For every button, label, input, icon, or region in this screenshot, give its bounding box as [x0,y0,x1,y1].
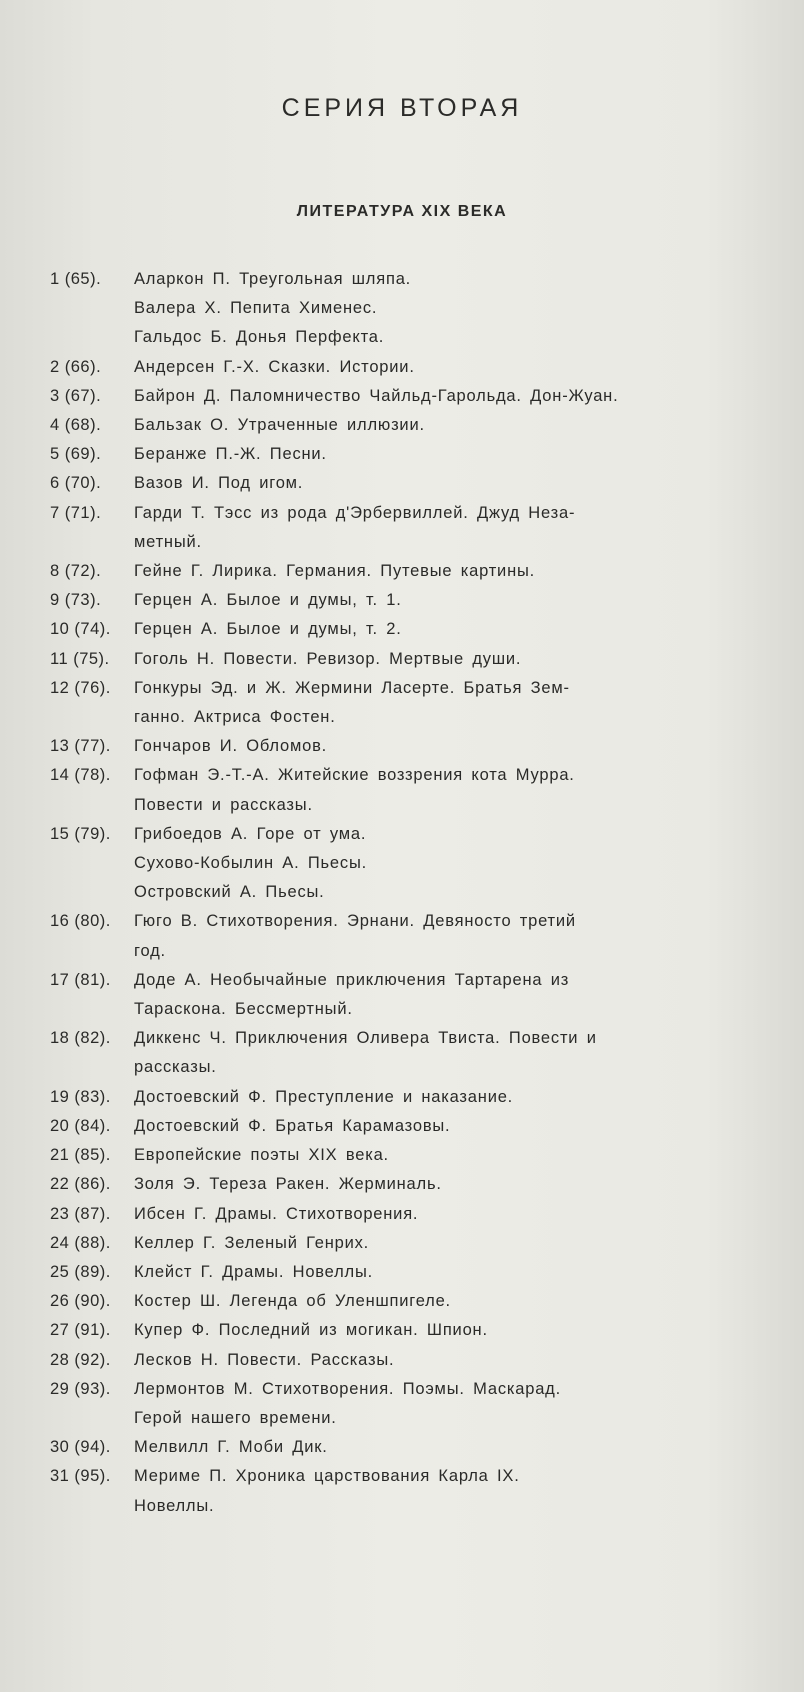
entry-line: Лермонтов М. Стихотворения. Поэмы. Маскарад. [134,1379,561,1398]
entry-number: 6 (70). [50,474,102,493]
entry-number: 12 (76). [50,678,111,697]
entry-line: рассказы. [134,1058,217,1077]
entry-text [134,440,730,469]
catalog-entry [50,499,730,557]
entry-text [134,1316,730,1345]
entry-line: Островский А. Пьесы. [134,883,325,902]
entry-line: Гальдос Б. Донья Перфекта. [134,328,385,347]
entry-number: 8 (72). [50,562,102,581]
entry-line: Бальзак О. Утраченные иллюзии. [134,416,425,435]
entry-number: 20 (84). [50,1116,111,1135]
entry-line: Келлер Г. Зеленый Генрих. [134,1233,370,1252]
entry-line: Байрон Д. Паломничество Чайльд-Гарольда. Дон-Жуан. [134,386,619,405]
section-title: ЛИТЕРАТУРА XIX ВЕКА [296,203,508,220]
entry-line: Гарди Т. Тэсс из рода д'Эрбервиллей. Джуд Неза- [134,503,576,522]
entry-line: Беранже П.-Ж. Песни. [134,445,327,464]
entry-line: Ибсен Г. Драмы. Стихотворения. [134,1204,419,1223]
entry-text [134,761,730,819]
entry-text [134,645,730,674]
catalog-entry [50,1287,730,1316]
entry-text [134,1258,730,1287]
catalog-entry [50,1024,730,1082]
entry-number: 4 (68). [50,416,102,435]
entry-number: 7 (71). [50,503,102,522]
entry-number: 1 (65). [50,270,102,288]
entry-text [134,1170,730,1199]
catalog-entry [50,440,730,469]
catalog-entry [50,353,730,382]
entry-text [134,557,730,586]
entry-text [134,966,730,1024]
catalog-entry [50,1258,730,1287]
entry-number: 31 (95). [50,1467,111,1486]
entry-text [134,586,730,615]
entry-number: 11 (75). [50,649,110,668]
entry-text [134,353,730,382]
entry-line: Тараскона. Бессмертный. [134,1000,353,1019]
entry-line: Диккенс Ч. Приключения Оливера Твиста. Повести и [134,1029,597,1048]
catalog-entry [50,1433,730,1462]
entry-line: Золя Э. Тереза Ракен. Жерминаль. [134,1175,442,1194]
entry-line: Достоевский Ф. Братья Карамазовы. [134,1116,451,1135]
entry-text [134,411,730,440]
entry-text [134,1462,730,1520]
entry-text [134,265,730,353]
entry-line: Костер Ш. Легенда об Уленшпигеле. [134,1292,451,1311]
entry-line: Мериме П. Хроника царствования Карла IX. [134,1467,520,1486]
entry-line: Доде А. Необычайные приключения Тартарена из [134,970,570,989]
catalog-entry [50,1316,730,1345]
entry-text [134,1229,730,1258]
entry-number: 3 (67). [50,386,102,405]
entry-number: 5 (69). [50,445,102,464]
series-title: СЕРИЯ ВТОРАЯ [281,94,523,122]
entry-text [134,1083,730,1112]
entry-number: 21 (85). [50,1146,111,1165]
catalog-entry [50,761,730,819]
entry-number: 9 (73). [50,591,102,610]
entry-line: Гончаров И. Обломов. [134,737,328,756]
entry-text [134,1287,730,1316]
entry-number: 15 (79). [50,824,111,843]
entry-number: 10 (74). [50,620,111,639]
entry-line: Валера Х. Пепита Хименес. [134,299,378,318]
entry-text [134,1024,730,1082]
entry-number: 28 (92). [50,1350,111,1369]
entry-line: Герцен А. Былое и думы, т. 2. [134,620,402,639]
entry-line: Клейст Г. Драмы. Новеллы. [134,1262,374,1281]
entry-number: 18 (82). [50,1029,111,1048]
catalog-entry [50,907,730,965]
catalog-entry [50,1141,730,1170]
entry-line: Андерсен Г.-Х. Сказки. Истории. [134,357,415,376]
catalog-entry [50,615,730,644]
entry-line: Гоголь Н. Повести. Ревизор. Мертвые души. [134,649,522,668]
catalog-entry [50,1200,730,1229]
catalog-entry [50,1229,730,1258]
catalog-entry [50,557,730,586]
entry-text [134,1375,730,1433]
entry-number: 24 (88). [50,1233,111,1252]
entry-line: Аларкон П. Треугольная шляпа. [134,270,412,288]
entry-line: Мелвилл Г. Моби Дик. [134,1438,328,1457]
entry-text [134,382,730,411]
catalog-entry [50,1462,730,1520]
entry-text [134,1346,730,1375]
catalog-list [50,265,730,1521]
entry-line: Гюго В. Стихотворения. Эрнани. Девяносто третий [134,912,576,931]
entry-number: 27 (91). [50,1321,111,1340]
entry-number: 16 (80). [50,912,111,931]
catalog-entry [50,645,730,674]
entry-number: 14 (78). [50,766,111,785]
entry-line: метный. [134,532,202,551]
entry-line: Сухово-Кобылин А. Пьесы. [134,854,367,873]
entry-line: Лесков Н. Повести. Рассказы. [134,1350,395,1369]
entry-line: Герой нашего времени. [134,1408,337,1427]
entry-text [134,499,730,557]
entry-text [134,615,730,644]
catalog-entry [50,674,730,732]
entry-text [134,674,730,732]
catalog-entry [50,382,730,411]
entry-line: Гейне Г. Лирика. Германия. Путевые картины. [134,562,536,581]
entry-line: Купер Ф. Последний из могикан. Шпион. [134,1321,488,1340]
entry-number: 22 (86). [50,1175,111,1194]
catalog-entry [50,966,730,1024]
entry-line: Герцен А. Былое и думы, т. 1. [134,591,402,610]
entry-number: 29 (93). [50,1379,111,1398]
entry-line: Новеллы. [134,1496,215,1515]
catalog-entry [50,1346,730,1375]
catalog-entry [50,820,730,908]
catalog-entry [50,265,730,353]
entry-text [134,1433,730,1462]
catalog-entry [50,1375,730,1433]
entry-line: Грибоедов А. Горе от ума. [134,824,367,843]
entry-text [134,907,730,965]
catalog-entry [50,586,730,615]
entry-line: Вазов И. Под игом. [134,474,304,493]
entry-number: 17 (81). [50,970,111,989]
entry-line: Гонкуры Эд. и Ж. Жермини Ласерте. Братья Зем- [134,678,570,697]
entry-line: Повести и рассказы. [134,795,313,814]
entry-line: Европейские поэты XIX века. [134,1146,389,1165]
entry-text [134,1112,730,1141]
catalog-entry [50,1170,730,1199]
entry-line: Гофман Э.-Т.-А. Житейские воззрения кота Мурра. [134,766,575,785]
entry-number: 19 (83). [50,1087,111,1106]
entry-text [134,1200,730,1229]
entry-number: 30 (94). [50,1438,111,1457]
entry-text [134,1141,730,1170]
entry-line: ганно. Актриса Фостен. [134,708,336,727]
entry-number: 13 (77). [50,737,111,756]
entry-number: 26 (90). [50,1292,111,1311]
entry-line: год. [134,941,166,960]
entry-text [134,820,730,908]
entry-text [134,732,730,761]
entry-line: Достоевский Ф. Преступление и наказание. [134,1087,514,1106]
catalog-entry [50,1112,730,1141]
entry-text [134,469,730,498]
catalog-entry [50,1083,730,1112]
entry-number: 2 (66). [50,357,102,376]
catalog-entry [50,732,730,761]
catalog-entry [50,411,730,440]
entry-number: 23 (87). [50,1204,111,1223]
catalog-entry [50,469,730,498]
entry-number: 25 (89). [50,1262,111,1281]
